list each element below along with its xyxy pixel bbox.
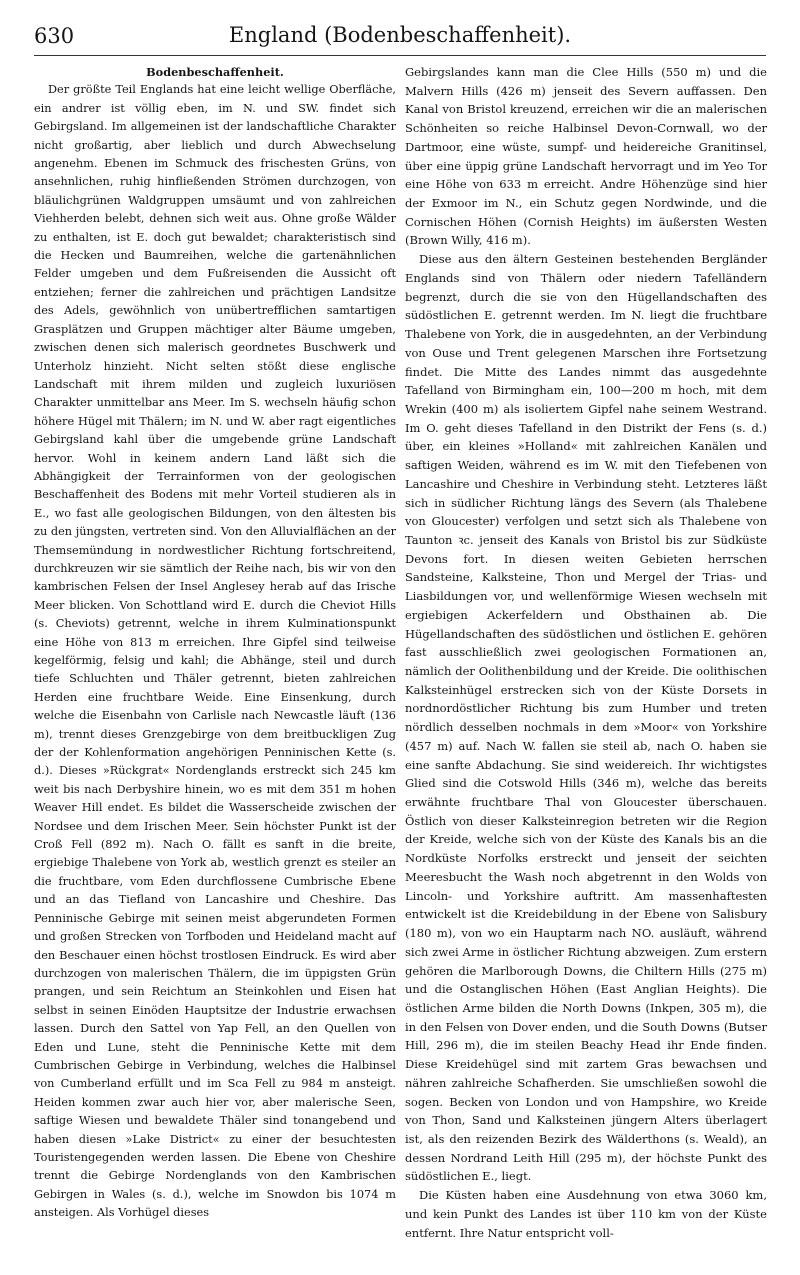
page-number: 630 bbox=[34, 24, 75, 48]
section-heading: Bodenbeschaffenheit. bbox=[146, 65, 284, 79]
paragraph: Die Küsten haben eine Ausdehnung von etwa 3060 km, und kein Punkt des Landes ist über 110 km von der Küste entfernt. Ihre Natur entspricht voll- bbox=[405, 1188, 767, 1240]
right-column bbox=[405, 63, 767, 1242]
header-rule bbox=[34, 55, 766, 56]
paragraph: Gebirgslandes kann man die Clee Hills (550 m) und die Malvern Hills (426 m) jenseit des Severn auffassen. Den Kanal von Bristol kreuzend, erreichen wir die an malerischen Schönheiten so reiche Halbinsel Devon-Cornwall, wo der Dartmoor, eine wüste, sumpf- und heidereiche Granitinsel, über eine üppig grüne Landschaft hervorragt und im Yeo Tor eine Höhe von 633 m erreicht. Andre Höhenzüge sind hier der Exmoor im N., ein Schutz gegen Nordwinde, und die Cornischen Höhen (Cornish Heights) im äußersten Westen (Brown Willy, 416 m). bbox=[405, 65, 767, 248]
paragraph: Der größte Teil Englands hat eine leicht wellige Oberfläche, ein andrer ist völlig eben, im N. und SW. findet sich Gebirgsland. Im allgemeinen ist der landschaftliche Charakter nicht großartig, aber lieblich und durch Abwechselung angenehm. Ebenen im Schmuck des frischesten Grüns, von ansehnlichen, ruhig hinfließenden Strömen durchzogen, von bläulichgrünen Waldgruppen umsäumt und von zahlreichen Viehherden belebt, dehnen sich weit aus. Ohne große Wälder zu enthalten, ist E. doch gut bewaldet; charakteristisch sind die Hecken und Baumreihen, welche die gartenähnlichen Felder umgeben und dem Fußreisenden die Aussicht oft entziehen; ferner die zahlreichen und prächtigen Landsitze des Adels, gewöhnlich von unübertrefflichen samtartigen Grasplätzen und Gruppen mächtiger alter Bäume umgeben, zwischen denen sich malerisch geordnetes Buschwerk und Unterholz hinzieht. Nicht selten stößt diese englische Landschaft mit ihrem milden und zugleich luxuriösen Charakter unmittelbar ans Meer. Im S. wechseln häufig schon höhere Hügel mit Thälern; im N. und W. aber ragt eigentliches Gebirgsland kahl über die umgebende grüne Landschaft hervor. Wohl in keinem andern Land läßt sich die Abhängigkeit der Terrainformen von der geologischen Beschaffenheit des Bodens mit mehr Vorteil studieren als in E., wo fast alle geologischen Bildungen, von den ältesten bis zu den jüngsten, vertreten sind. Von den Alluvialflächen an der Themsemündung in nordwestlicher Richtung fortschreitend, durchkreuzen wir sie sämtlich der Reihe nach, bis wir von den kambrischen Felsen der Insel Anglesey herab auf das Irische Meer blicken. Von Schottland wird E. durch die Cheviot Hills (s. Cheviots) getrennt, welche in ihrem Kulminationspunkt eine Höhe von 813 m erreichen. Ihre Gipfel sind teilweise kegelförmig, felsig und kahl; die Abhänge, steil und durch tiefe Schluchten und Thäler getrennt, bieten zahlreichen Herden eine fruchtbare Weide. Eine Einsenkung, durch welche die Eisenbahn von Carlisle nach Newcastle läuft (136 m), trennt dieses Grenzgebirge von dem breitbuckligen Zug der der Kohlenformation angehörigen Penninischen Kette (s. d.). Dieses »Rückgrat« Nordenglands erstreckt sich 245 km weit bis nach Derbyshire hinein, wo es mit dem 351 m hohen Weaver Hill endet. Es bildet die Wasserscheide zwischen der Nordsee und dem Irischen Meer. Sein höchster Punkt ist der Croß Fell (892 m). Nach O. fällt es sanft in die breite, ergiebige Thalebene von York ab, westlich grenzt es steiler an die fruchtbare, vom Eden durchflossene Cumbrische Ebene und an das Tiefland von Lancashire und Cheshire. Das Penninische Gebirge mit seinen meist abgerundeten Formen und großen Strecken von Torfboden und Heideland macht auf den Beschauer einen höchst trostlosen Eindruck. Es wird aber durchzogen von malerischen Thälern, die im üppigsten Grün prangen, und sein Reichtum an Steinkohlen und Eisen hat selbst in seinen Einöden Hauptsitze der Industrie erwachsen lassen. Durch den Sattel von Yap Fell, an den Quellen von Eden und Lune, steht die Penninische Kette mit dem Cumbrischen Gebirge in Verbindung, welches die Halbinsel von Cumberland erfüllt und im Sca Fell zu 984 m ansteigt. Heiden kommen zwar auch hier vor, aber malerische Seen, saftige Wiesen und bewaldete Thäler sind tonangebend und haben diesen »Lake District« zu einer der besuchtesten Touristengegenden werden lassen. Die Ebene von Cheshire trennt die Gebirge Nordenglands von den Kambrischen Gebirgen in Wales (s. d.), welche im Snowdon bis 1074 m ansteigen. Als Vorhügel dieses bbox=[34, 83, 396, 1220]
left-column bbox=[34, 63, 396, 1223]
page-header bbox=[34, 20, 766, 52]
running-title: England (Bodenbeschaffenheit). bbox=[228, 23, 572, 47]
paragraph: Diese aus den ältern Gesteinen bestehenden Bergländer Englands sind von Thälern oder niedern Tafelländern begrenzt, durch die sie von den Hügellandschaften des südöstlichen E. getrennt werden. Im N. liegt die fruchtbare Thalebene von York, die in ausgedehnten, an der Verbindung von Ouse und Trent gelegenen Marschen ihre Fortsetzung findet. Die Mitte des Landes nimmt das ausgedehnte Tafelland von Birmingham ein, 100—200 m hoch, mit dem Wrekin (400 m) als isoliertem Gipfel nahe seinem Westrand. Im O. geht dieses Tafelland in den Distrikt der Fens (s. d.) über, ein kleines »Holland« mit zahlreichen Kanälen und saftigen Weiden, während es im W. mit den Tiefebenen von Lancashire und Cheshire in Verbindung steht. Letzteres läßt sich in südlicher Richtung längs des Severn (als Thalebene von Gloucester) verfolgen und setzt sich als Thalebene von Taunton ꝛc. jenseit des Kanals von Bristol bis zur Südküste Devons fort. In diesen weiten Gebieten herrschen Sandsteine, Kalksteine, Thon und Mergel der Trias- und Liasbildungen vor, und wellenförmige Wiesen wechseln mit ergiebigen Ackerfeldern und Obsthainen ab. Die Hügellandschaften des südöstlichen und östlichen E. gehören fast ausschließlich zwei geologischen Formationen an, nämlich der Oolithenbildung und der Kreide. Die oolithischen Kalksteinhügel erstrecken sich von der Küste Dorsets in nordnordöstlicher Richtung bis zum Humber und treten nördlich desselben nochmals in dem »Moor« von Yorkshire (457 m) auf. Nach W. fallen sie steil ab, nach O. haben sie eine sanfte Abdachung. Sie sind weidereich. Ihr wichtigstes Glied sind die Cotswold Hills (346 m), welche das bereits erwähnte fruchtbare Thal von Gloucester überschauen. Östlich von dieser Kalksteinregion betreten wir die Region der Kreide, welche sich von der Küste des Kanals bis an die Nordküste Norfolks erstreckt und jenseit der seichten Meeresbucht the Wash noch abgetrennt in den Wolds von Lincoln- und Yorkshire auftritt. Am massenhaftesten entwickelt ist die Kreidebildung in der Ebene von Salisbury (180 m), von wo ein Hauptarm nach NO. ausläuft, während sich zwei Arme in östlicher Richtung abzweigen. Zum erstern gehören die Marlborough Downs, die Chiltern Hills (275 m) und die Ostanglischen Höhen (East Anglian Heights). Die östlichen Arme bilden die North Downs (Inkpen, 305 m), die in den Felsen von Dover enden, und die South Downs (Butser Hill, 296 m), die im steilen Beachy Head ihr Ende finden. Diese Kreidehügel sind mit zartem Gras bewachsen und nähren zahlreiche Schafherden. Sie umschließen sowohl die sogen. Becken von London und von Hampshire, wo Kreide von Thon, Sand und Kalksteinen jüngern Alters überlagert ist, als den reizenden Bezirk des Wälderthons (s. Weald), an dessen Nordrand Leith Hill (295 m), der höchste Punkt des südöstlichen E., liegt. bbox=[405, 252, 767, 1184]
